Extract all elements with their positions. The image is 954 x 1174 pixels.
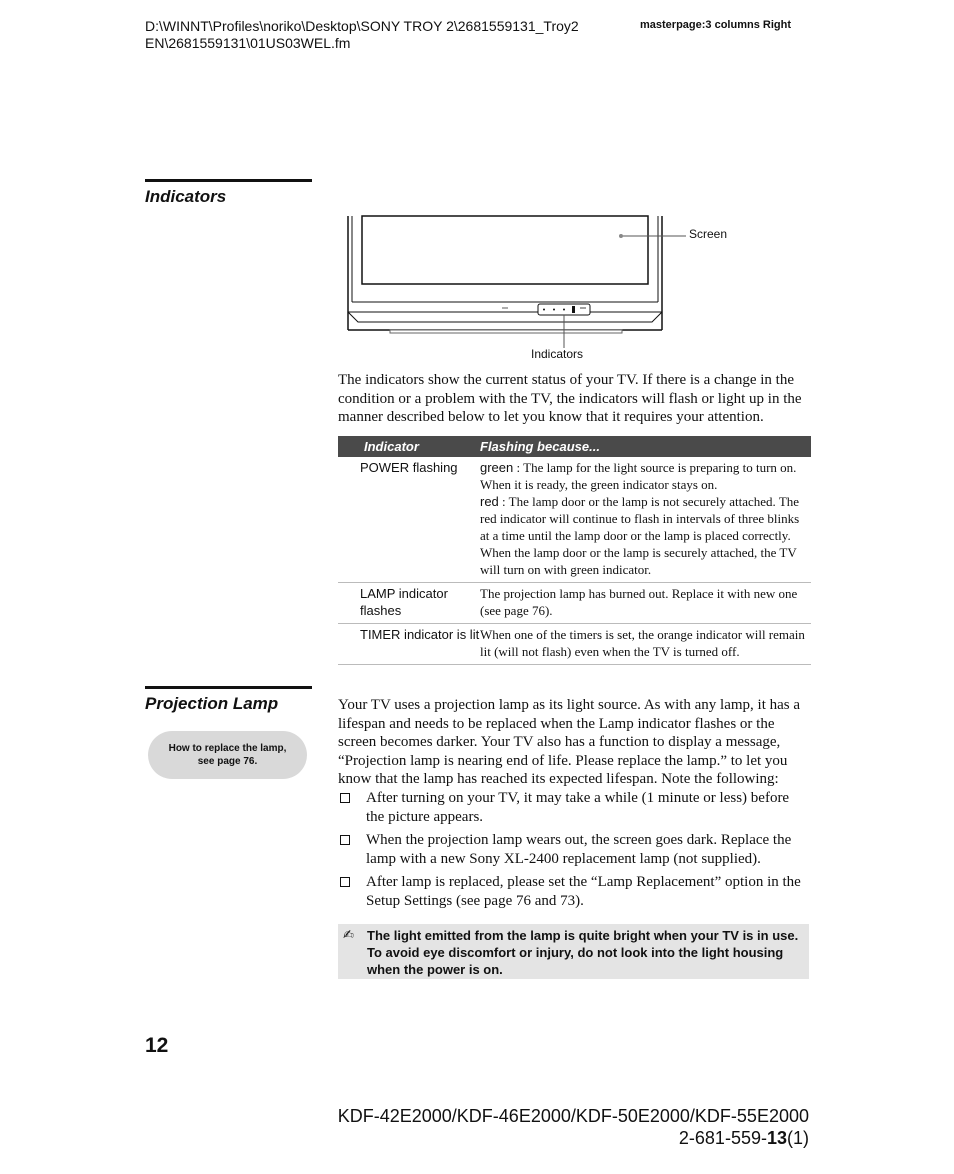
masterpage-label: masterpage:3 columns Right [640, 19, 791, 31]
list-item [338, 873, 810, 910]
screen-label: Screen [689, 227, 728, 241]
list-item [338, 831, 810, 868]
section-title-projection-lamp: Projection Lamp [145, 694, 279, 713]
table-row [338, 457, 811, 583]
red-keyword: red [480, 494, 499, 509]
checkbox-bullet-icon [340, 793, 350, 803]
checkbox-bullet-icon [340, 835, 350, 845]
checkbox-bullet-icon [340, 877, 350, 887]
lamp-reference-pill [148, 731, 307, 779]
list-item-text: When the projection lamp wears out, the screen goes dark. Replace the lamp with a new Sony XL-2400 replacement lamp (not supplied). [366, 832, 792, 867]
page-number: 12 [145, 1034, 169, 1057]
tv-screen [362, 216, 648, 284]
indicator-name: LAMP indicator flashes [338, 583, 480, 624]
notes-list [338, 789, 810, 915]
column-header-indicator: Indicator [338, 436, 480, 457]
projection-intro: Your TV uses a projection lamp as its light source. As with any lamp, it has a lifespan and needs to be replaced when the Lamp indicator flashes or the screen becomes darker. Your TV also has a function to display a message, “Projection lamp is nearing end of life. Please replace the lamp.” to let you know that the lamp has reached its expected lifespan. Note the following: [338, 697, 801, 787]
indicator-table [338, 436, 811, 665]
indicator-description: The projection lamp has burned out. Replace it with new one (see page 76). [480, 583, 811, 624]
pencil-note-icon: ✍ [343, 927, 354, 942]
list-item-text: After lamp is replaced, please set the “Lamp Replacement” option in the Setup Settings (see page 76 and 73). [366, 874, 801, 909]
footer-code-suffix: (1) [787, 1128, 809, 1148]
indicator-name: POWER flashing [338, 457, 480, 583]
file-path-line-1: D:\WINNT\Profiles\noriko\Desktop\SONY TROY 2\2681559131_Troy2 [145, 18, 579, 34]
indicator-description: When one of the timers is set, the orange indicator will remain lit (will not flash) even when the TV is turned off. [480, 624, 811, 665]
footer [338, 1105, 809, 1149]
footer-code-bold: 13 [766, 1128, 787, 1148]
caution-note [338, 924, 809, 979]
caution-note-text: The light emitted from the lamp is quite bright when your TV is in use. To avoid eye discomfort or injury, do not look into the light housing when the power is on. [367, 928, 799, 977]
green-keyword: green [480, 460, 514, 475]
column-header-flashing: Flashing because... [480, 436, 811, 457]
footer-code [338, 1127, 809, 1149]
footer-models: KDF-42E2000/KDF-46E2000/KDF-50E2000/KDF-55E2000 [337, 1106, 809, 1126]
table-row [338, 624, 811, 665]
tv-front-illustration [330, 212, 750, 362]
indicator-name: TIMER indicator is lit [338, 624, 480, 665]
section-rule-indicators [145, 179, 312, 182]
pill-line-2: see page 76. [197, 756, 258, 767]
list-item-text: After turning on your TV, it may take a while (1 minute or less) before the picture appears. [366, 790, 790, 825]
pill-line-1: How to replace the lamp, [168, 743, 287, 754]
indicators-label: Indicators [531, 347, 584, 361]
table-header-row [338, 436, 811, 457]
section-rule-projection [145, 686, 312, 689]
indicators-intro: The indicators show the current status of your TV. If there is a change in the condition or a problem with the TV, the indicators will flash or light up in the manner described below to let you know that it requires your attention. [338, 372, 802, 425]
file-path-line-2: EN\2681559131\01US03WEL.fm [145, 35, 351, 51]
green-description: : The lamp for the light source is preparing to turn on. When it is ready, the green indicator stays on. [480, 460, 797, 492]
table-row [338, 583, 811, 624]
file-path-header [145, 18, 579, 52]
indicator-description [480, 457, 811, 583]
red-description: : The lamp door or the lamp is not securely attached. The red indicator will continue to flash in intervals of three blinks at a time until the lamp door or the lamp is placed correctly. When the lamp door or the lamp is securely attached, the TV will turn on with green indicator. [480, 494, 800, 577]
list-item [338, 789, 810, 826]
footer-code-prefix: 2-681-559- [678, 1128, 767, 1148]
section-title-indicators: Indicators [145, 187, 227, 206]
